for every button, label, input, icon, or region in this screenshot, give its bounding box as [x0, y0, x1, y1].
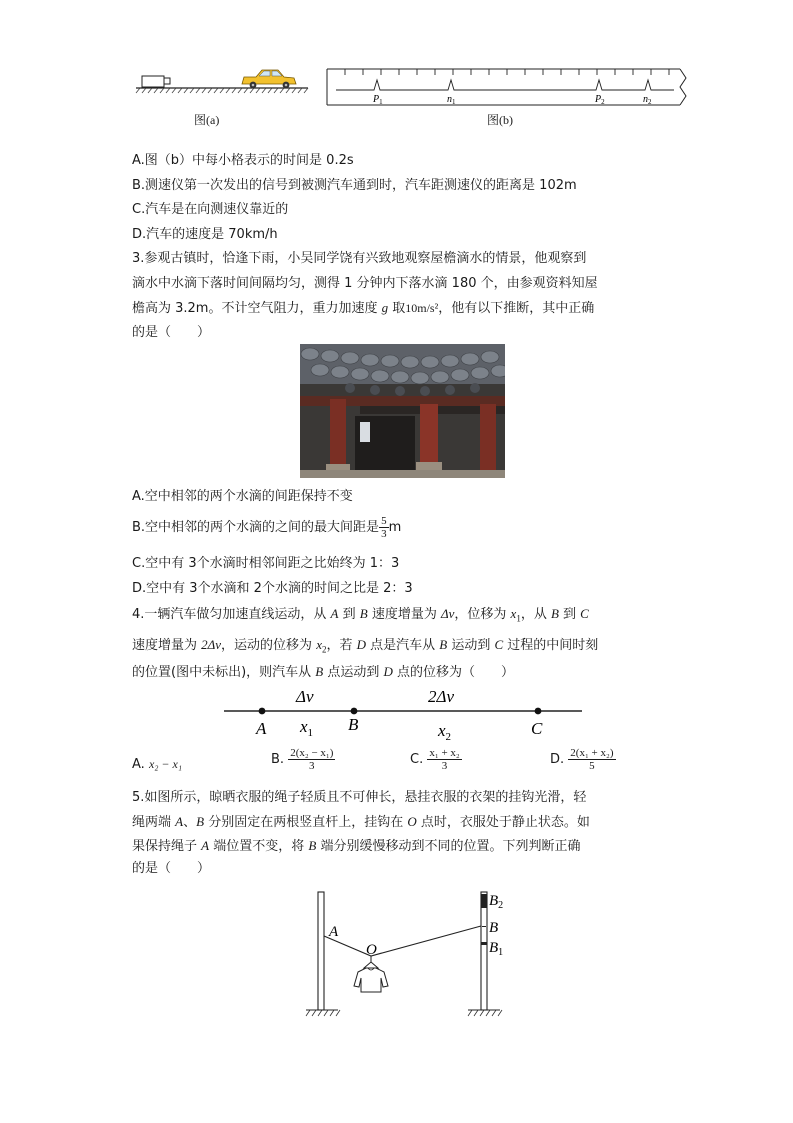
q3-stem-line2: 滴水中水滴下落时间间隔均匀，测得 1 分钟内下落水滴 180 个，由参观资料知屋 [132, 276, 598, 291]
q2-option-a: A.图（b）中每小格表示的时间是 0.2s [132, 153, 354, 168]
q4-stem-line1: 4.一辆汽车做匀加速直线运动，从 A 到 B 速度增量为 Δv，位移为 $x_1$，从 B 到 C [132, 606, 589, 624]
figure-a-caption: 图(a) [194, 113, 220, 127]
q4-option-b: B. $\frac{\text{2(x₂ − x₁)}}{3}$ [271, 747, 334, 772]
speed-gun-icon [142, 76, 170, 87]
point-c [535, 708, 542, 715]
sweater-icon [354, 968, 388, 992]
q3-option-d: D.空中有 3个水滴和 2个水滴的时间之比是 2：3 [132, 581, 413, 596]
fraction: $\frac{\text{x₁ + x₂}}{3}$ [429, 747, 460, 772]
q5-clothesline-diagram [298, 886, 528, 1024]
q2-option-b: B.测速仪第一次发出的信号到被测汽车通到时，汽车距测速仪的距离是 102m [132, 178, 577, 193]
point-a [259, 708, 266, 715]
label-b: B [348, 715, 359, 734]
label-n1: $n_1$ [447, 94, 456, 106]
q4-stem-line3: 的位置(图中未标出)，则汽车从 B 点运动到 D 点的位移为（ ） [132, 664, 515, 680]
q4-stem-line2: 速度增量为 2Δv，运动的位移为 $x_2$，若 D 点是汽车从 B 运动到 C 过程的中间时刻 [132, 637, 599, 655]
label-b1: $B_1$ [489, 940, 504, 958]
q3-stem-line3: 檐高为 3.2m。不计空气阻力，重力加速度 g 取10m/s²，他有以下推断，其中正确 [132, 300, 595, 316]
label-o: O [366, 942, 377, 958]
q5-stem-line4: 的是（ ） [132, 861, 211, 876]
q5-stem-line1: 5.如图所示，晾晒衣服的绳子轻质且不可伸长，悬挂衣服的衣架的挂钩光滑，轻 [132, 790, 587, 805]
figure-b-ruler [324, 66, 690, 110]
q2-option-d: D.汽车的速度是 70km/h [132, 227, 278, 242]
q3-stem-line4: 的是（ ） [132, 325, 211, 340]
point-b [351, 708, 358, 715]
q4-option-a: A. x₂ − x₁ [132, 757, 183, 772]
label-x1: $x_1$ [300, 717, 314, 739]
label-n2: $n_2$ [643, 94, 652, 106]
label-delta-v: Δv [296, 687, 314, 706]
fraction: $\frac{5}{3}$ [381, 515, 387, 540]
eaves-photo [300, 344, 505, 478]
q3-stem-line1: 3.参观古镇时，恰逢下雨，小吴同学饶有兴致地观察屋檐滴水的情景，他观察到 [132, 251, 587, 266]
q4-motion-diagram [220, 684, 586, 742]
label-b: B [489, 920, 499, 936]
label-x2: $x_2$ [438, 721, 452, 742]
q3-option-b: B.空中相邻的两个水滴的之间的最大间距是 $\frac{5}{3}$ m [132, 515, 402, 540]
label-p1: $P_1$ [373, 94, 383, 106]
q3-option-c: C.空中有 3个水滴时相邻间距之比始终为 1：3 [132, 556, 400, 571]
q4-option-c: C. $\frac{\text{x₁ + x₂}}{3}$ [410, 747, 460, 772]
car-icon [242, 70, 296, 88]
figure-b-caption: 图(b) [487, 113, 513, 127]
label-p2: $P_2$ [595, 94, 605, 106]
fraction: $\frac{\text{2(x₁ + x₂)}}{5}$ [570, 747, 614, 772]
q5-stem-line2: 绳两端 A、B 分别固定在两根竖直杆上，挂钩在 O 点时，衣服处于静止状态。如 [132, 814, 590, 830]
q4-option-d: D. $\frac{\text{2(x₁ + x₂)}}{5}$ [550, 747, 614, 772]
label-b2: $B_2$ [489, 893, 504, 911]
label-2-delta-v: 2Δv [428, 687, 455, 706]
label-a: A [329, 924, 339, 940]
fraction: $\frac{\text{2(x₂ − x₁)}}{3}$ [290, 747, 334, 772]
figure-a [132, 60, 312, 100]
label-a: A [256, 719, 267, 738]
label-c: C [531, 719, 543, 738]
q3-option-a: A.空中相邻的两个水滴的间距保持不变 [132, 489, 353, 504]
q2-option-c: C.汽车是在向测速仪靠近的 [132, 202, 289, 217]
q5-stem-line3: 果保持绳子 A 端位置不变，将 B 端分别缓慢移动到不同的位置。下列判断正确 [132, 838, 581, 854]
